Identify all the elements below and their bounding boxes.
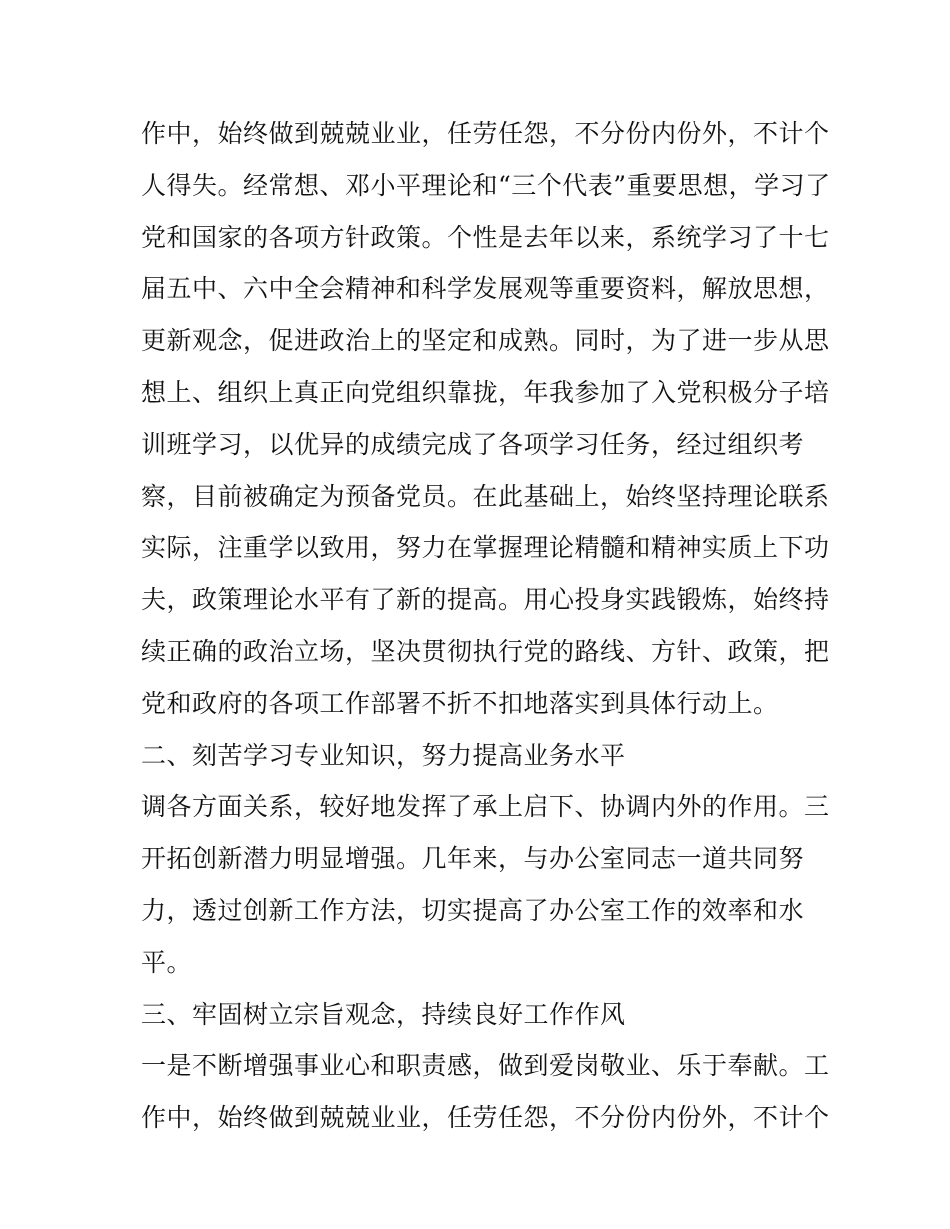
text-line: 作中，始终做到兢兢业业，任劳任怨，不分份内份外，不计个 xyxy=(141,1103,830,1133)
text-line: 续正确的政治立场，坚决贯彻执行党的路线、方针、政策，把 xyxy=(141,636,830,666)
text-line: 党和政府的各项工作部署不折不扣地落实到具体行动上。 xyxy=(141,688,779,718)
text-line: 察，目前被确定为预备党员。在此基础上，始终坚持理论联系 xyxy=(141,481,830,511)
section-heading-3: 三、牢固树立宗旨观念，持续良好工作作风 xyxy=(141,999,626,1029)
section-heading-2: 二、刻苦学习专业知识，努力提高业务水平 xyxy=(141,740,626,770)
text-line: 作中，始终做到兢兢业业，任劳任怨，不分份内份外，不计个 xyxy=(141,119,830,148)
body-text xyxy=(141,108,831,1144)
text-line: 力，透过创新工作方法，切实提高了办公室工作的效率和水 xyxy=(141,895,805,925)
text-line: 更新观念，促进政治上的坚定和成熟。同时，为了进一步从思 xyxy=(141,326,830,356)
text-line: 党和国家的各项方针政策。个性是去年以来，系统学习了十七 xyxy=(141,222,830,252)
text-line: 想上、组织上真正向党组织靠拢，年我参加了入党积极分子培 xyxy=(141,377,830,407)
text-line: 开拓创新潜力明显增强。几年来，与办公室同志一道共同努 xyxy=(141,844,805,874)
text-line: 一是不断增强事业心和职责感，做到爱岗敬业、乐于奉献。工 xyxy=(141,1051,830,1081)
text-line: 届五中、六中全会精神和科学发展观等重要资料，解放思想， xyxy=(141,274,830,304)
text-line: 调各方面关系，较好地发挥了承上启下、协调内外的作用。三 xyxy=(141,792,830,822)
text-line: 夫，政策理论水平有了新的提高。用心投身实践锻炼，始终持 xyxy=(141,585,830,615)
text-line: 实际，注重学以致用，努力在掌握理论精髓和精神实质上下功 xyxy=(141,533,830,563)
text-line: 人得失。经常想、邓小平理论和“三个代表”重要思想，学习了 xyxy=(141,170,831,200)
text-line: 平。 xyxy=(141,947,193,977)
text-line: 训班学习，以优异的成绩完成了各项学习任务，经过组织考 xyxy=(141,429,805,459)
